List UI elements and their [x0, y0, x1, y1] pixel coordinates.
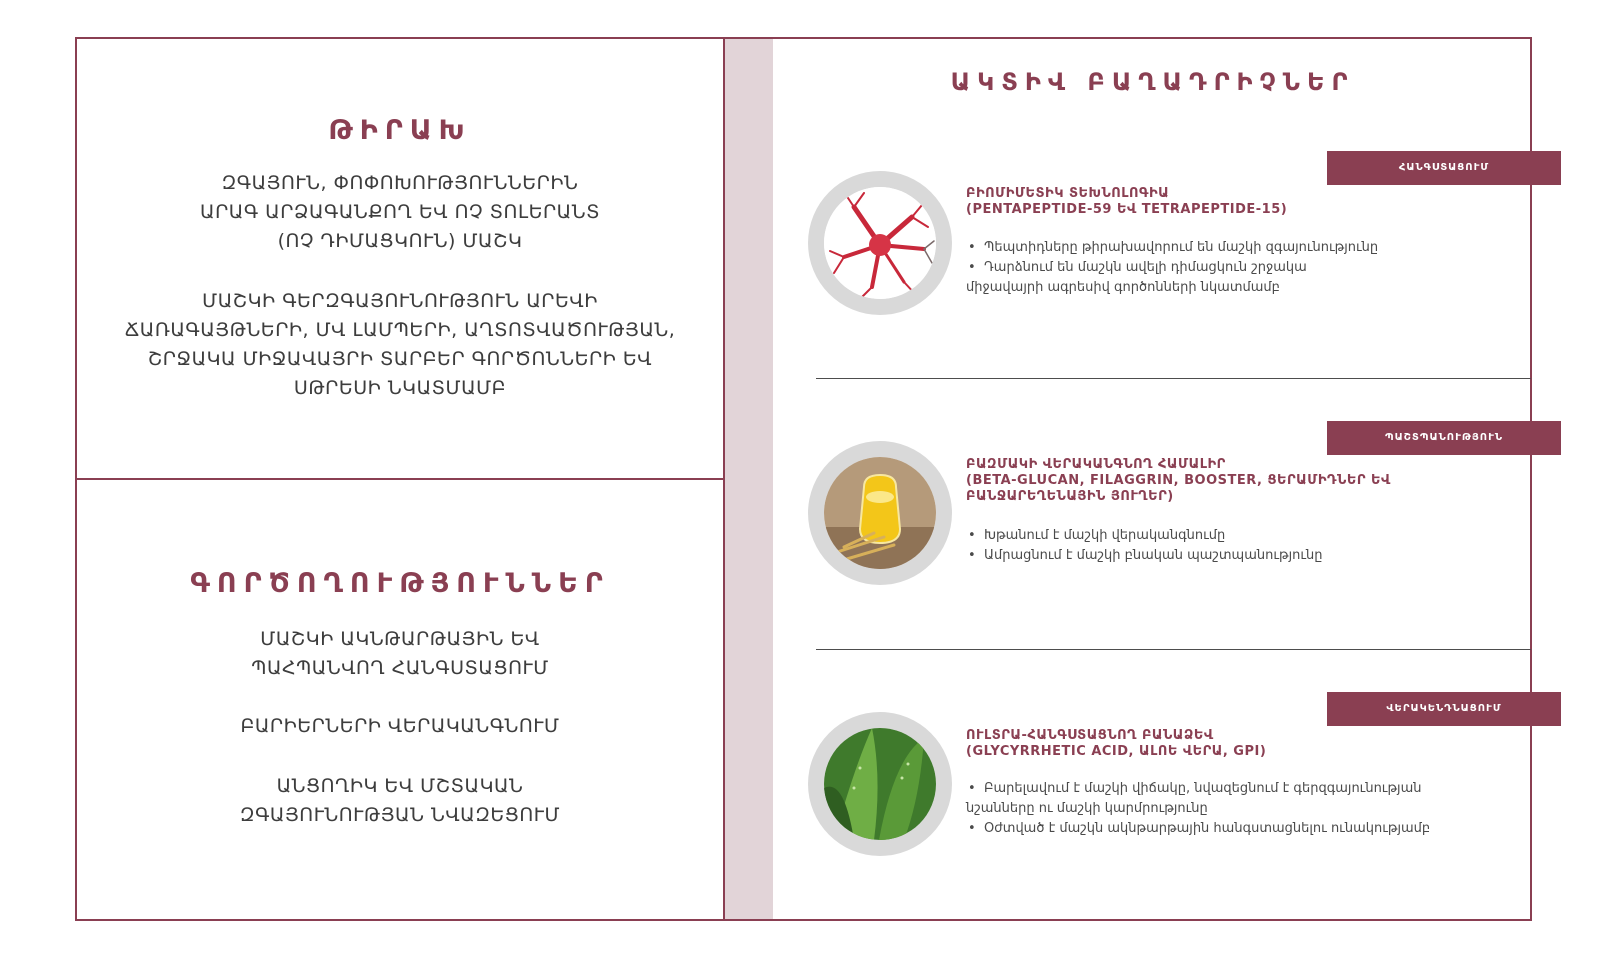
action-soothing: ՄԱՇԿԻ ԱԿՆԹԱՐԹԱՅԻՆ ԵՎ ՊԱՀՊԱՆՎՈՂ ՀԱՆԳՍՏԱՑՈՒՄ [251, 628, 549, 679]
ingredient-composition: (BETA-GLUCAN, FILAGGRIN, BOOSTER, ՑԵՐԱՄԻԴՆԵՐ ԵՎ [966, 473, 1391, 488]
list-item: • Բարելավում է մաշկի վիճակը, նվազեցնում է գերզգայունության [966, 779, 1526, 799]
ingredient-separator [816, 649, 1531, 650]
tag-soothing: ՀԱՆԳՍՏԱՑՈՒՄ [1327, 151, 1561, 185]
action-sensitivity-reduction: ԱՆՑՈՂԻԿ ԵՎ ՄՇՏԱԿԱՆ ԶԳԱՅՈՒՆՈՒԹՅԱՆ ՆՎԱԶԵՑՈՒՄ [239, 775, 561, 826]
ingredient-composition-cont: ԲԱՆՋԱՐԵՂԵՆԱՅԻՆ ՅՈՒՂԵՐ) [966, 489, 1174, 504]
list-item: • Խթանում է մաշկի վերականգնումը [966, 526, 1526, 546]
active-ingredients-title: ԱԿՏԻՎ ԲԱՂԱԴՐԻՉՆԵՐ [950, 68, 1355, 96]
ingredient-image-ring [808, 441, 952, 585]
list-item: • Օժտված է մաշկն ակնթարթային հանգստացնելու ունակությամբ [966, 819, 1526, 839]
skin-type-description: ԶԳԱՅՈՒՆ, ՓՈՓՈԽՈՒԹՅՈՒՆՆԵՐԻՆ ԱՐԱԳ ԱՐՁԱԳԱՆՔՈՂ ԵՎ ՈՉ ՏՈԼԵՐԱՆՏ (ՈՉ ԴԻՄԱՑԿՈՒՆ) ՄԱՇԿ [200, 172, 600, 252]
ingredient-composition: (GLYCYRRHETIC ACID, ԱԼՈԵ ՎԵՐԱ, GPI) [966, 744, 1267, 759]
ingredient-name: ԲԻՈՄԻՄԵՏԻԿ ՏԵԽՆՈԼՈԳԻԱ [966, 186, 1170, 201]
list-item-continuation: նշանները ու մաշկի կարմրությունը [966, 801, 1208, 816]
list-item-continuation: միջավայրի ագրեսիվ գործոնների նկատմամբ [966, 280, 1280, 295]
ingredient-benefits [966, 526, 1526, 566]
oil-grain-icon [824, 457, 936, 569]
skin-sensitivity-description: ՄԱՇԿԻ ԳԵՐԶԳԱՅՈՒՆՈՒԹՅՈՒՆ ԱՐԵՎԻ ՃԱՌԱԳԱՅԹՆԵՐԻ, ՄՎ ԼԱՄՊԵՐԻ, ԱՂՏՈՏՎԱԾՈՒԹՅԱՆ, ՇՐՋԱԿԱ ՄԻՋԱՎԱՅՐԻ ՏԱՐԲԵՐ ԳՈՐԾՈՆՆԵՐԻ ԵՎ ՍԹՐԵՍԻ ՆԿԱՏՄԱՄԲ [124, 290, 676, 399]
ingredient-name: ԲԱԶՄԱԿԻ ՎԵՐԱԿԱՆԳՆՈՂ ՀԱՄԱԼԻՐ [966, 457, 1226, 472]
ingredient-name: ՈՒԼՏՐԱ-ՀԱՆԳՍՏԱՑՆՈՂ ԲԱՆԱՁԵՎ [966, 728, 1214, 743]
ingredient-title [966, 457, 1426, 505]
tag-protection: ՊԱՇՏՊԱՆՈՒԹՅՈՒՆ [1327, 421, 1561, 455]
action-barrier-repair: ԲԱՐԻԵՐՆԵՐԻ ՎԵՐԱԿԱՆԳՆՈՒՄ [240, 715, 560, 737]
ingredient-benefits [966, 779, 1526, 839]
ingredient-composition: (PENTAPEPTIDE-59 ԵՎ TETRAPEPTIDE-15) [966, 202, 1288, 217]
ingredient-image-ring [808, 171, 952, 315]
skin-type-panel [77, 39, 723, 478]
list-item: • Դարձնում են մաշկն ավելի դիմացկուն շրջակա [966, 258, 1526, 278]
ingredient-title [966, 186, 1426, 218]
list-item: • Ամրացնում է մաշկի բնական պաշտպանությունը [966, 546, 1526, 566]
ingredient-separator [816, 378, 1531, 379]
ingredient-title [966, 728, 1426, 760]
decorative-stripe [725, 39, 773, 919]
actions-panel [77, 480, 723, 919]
tag-revitalization: ՎԵՐԱԿԵՆԴՆԱՑՈՒՄ [1327, 692, 1561, 726]
ingredient-image-ring [808, 712, 952, 856]
ingredient-benefits [966, 238, 1526, 298]
skin-type-title: ԹԻՐԱԽ [328, 115, 472, 146]
aloe-icon [824, 728, 936, 840]
actions-title: ԳՈՐԾՈՂՈՒԹՅՈՒՆՆԵՐ [190, 568, 610, 599]
list-item: • Պեպտիդները թիրախավորում են մաշկի զգայունությունը [966, 238, 1526, 258]
neuron-icon [824, 187, 936, 299]
